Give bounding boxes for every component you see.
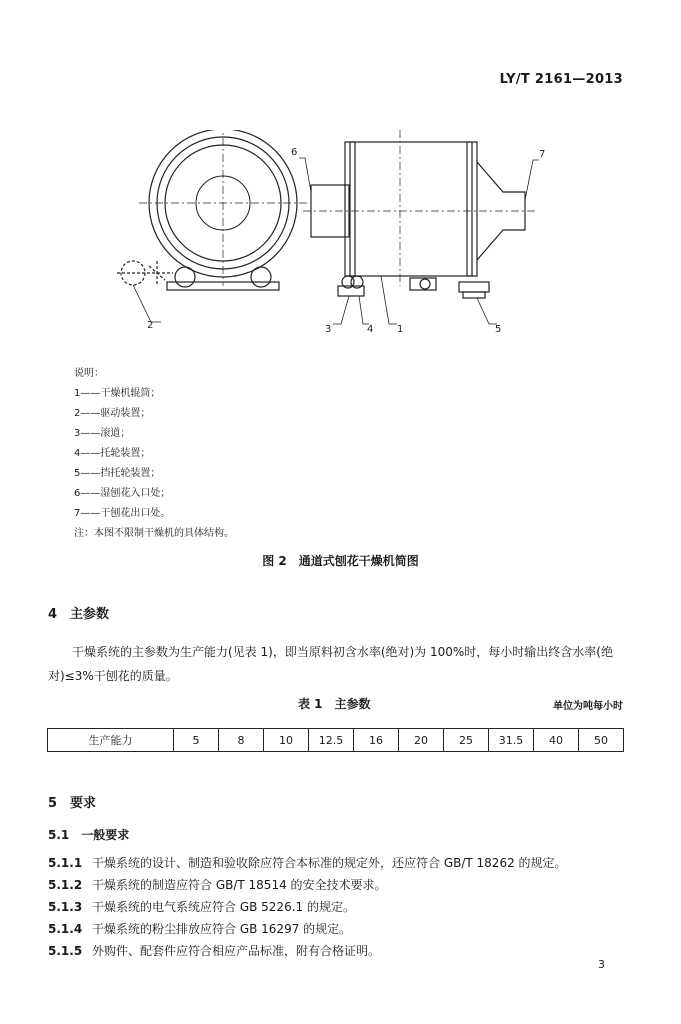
clause-text: 干燥系统的粉尘排放应符合 GB 16297 的规定。 <box>92 922 352 936</box>
section-5-heading: 5 要求 <box>48 796 97 811</box>
page-number: 3 <box>598 958 605 971</box>
table-cell: 20 <box>399 729 444 752</box>
table-cell: 50 <box>579 729 624 752</box>
clause-number: 5.1.3 <box>48 900 83 914</box>
table-cell: 16 <box>354 729 399 752</box>
callout-2: 2 <box>147 320 154 331</box>
drum-end-view <box>139 130 309 286</box>
legend-title: 说明： <box>74 368 104 379</box>
table-row-header: 生产能力 <box>48 729 174 752</box>
table-cell: 8 <box>219 729 264 752</box>
callout-7: 7 <box>539 149 546 160</box>
legend-item: 1——干燥机辊筒； <box>74 388 161 399</box>
table-cell: 25 <box>444 729 489 752</box>
table-title: 表 1 主参数 <box>298 697 371 711</box>
figure-caption: 图 2 通道式刨花干燥机简图 <box>262 554 419 568</box>
paragraph-text: 干燥系统的主参数为生产能力(见表 1)，即当原料初含水率(绝对)为 100%时，每小时输出终含水率(绝对)≤3%干刨花的质量。 <box>48 645 613 683</box>
table-unit: 单位为吨每小时 <box>553 701 623 712</box>
table-cell: 5 <box>174 729 219 752</box>
table-row <box>48 729 624 752</box>
section-5-1-heading: 5.1 一般要求 <box>48 828 130 842</box>
legend-item: 6——湿刨花入口处； <box>74 488 171 499</box>
callout-3: 3 <box>325 324 332 335</box>
clause-number: 5.1.5 <box>48 944 83 958</box>
clause-list <box>48 852 567 962</box>
clause-number: 5.1.1 <box>48 856 83 870</box>
standard-code: LY/T 2161—2013 <box>499 72 623 87</box>
callout-4: 4 <box>367 324 374 335</box>
section-4-heading: 4 主参数 <box>48 607 110 622</box>
figure-legend <box>74 364 234 544</box>
clause-number: 5.1.4 <box>48 922 83 936</box>
callout-5: 5 <box>495 324 502 335</box>
side-rollers <box>338 276 489 298</box>
dryer-diagram <box>105 130 565 350</box>
clause-text: 外购件、配套件应符合相应产品标准，附有合格证明。 <box>92 944 381 958</box>
clause-text: 干燥系统的制造应符合 GB/T 18514 的安全技术要求。 <box>92 878 387 892</box>
parameters-table <box>47 728 624 752</box>
clause-5-1-1 <box>48 852 567 874</box>
clause-5-1-4 <box>48 918 567 940</box>
legend-item: 5——挡托轮装置； <box>74 468 161 479</box>
table-cell: 40 <box>534 729 579 752</box>
callout-6: 6 <box>291 147 298 158</box>
table-cell: 10 <box>264 729 309 752</box>
leader-lines <box>133 158 539 324</box>
figure-note: 注：本图不限制干燥机的具体结构。 <box>74 528 234 539</box>
drum-side-view <box>303 130 535 286</box>
clause-5-1-5 <box>48 940 567 962</box>
callout-1: 1 <box>397 324 404 335</box>
clause-5-1-3 <box>48 896 567 918</box>
legend-item: 2——驱动装置； <box>74 408 151 419</box>
table-cell: 12.5 <box>309 729 354 752</box>
section-4-paragraph <box>48 640 626 688</box>
clause-text: 干燥系统的电气系统应符合 GB 5226.1 的规定。 <box>92 900 355 914</box>
table-cell: 31.5 <box>489 729 534 752</box>
clause-text: 干燥系统的设计、制造和验收除应符合本标准的规定外，还应符合 GB/T 18262 的规定。 <box>92 856 567 870</box>
drive-unit <box>117 261 173 285</box>
legend-item: 4——托轮装置； <box>74 448 151 459</box>
clause-number: 5.1.2 <box>48 878 83 892</box>
legend-item: 3——滚道； <box>74 428 131 439</box>
clause-5-1-2 <box>48 874 567 896</box>
legend-item: 7——干刨花出口处。 <box>74 508 171 519</box>
